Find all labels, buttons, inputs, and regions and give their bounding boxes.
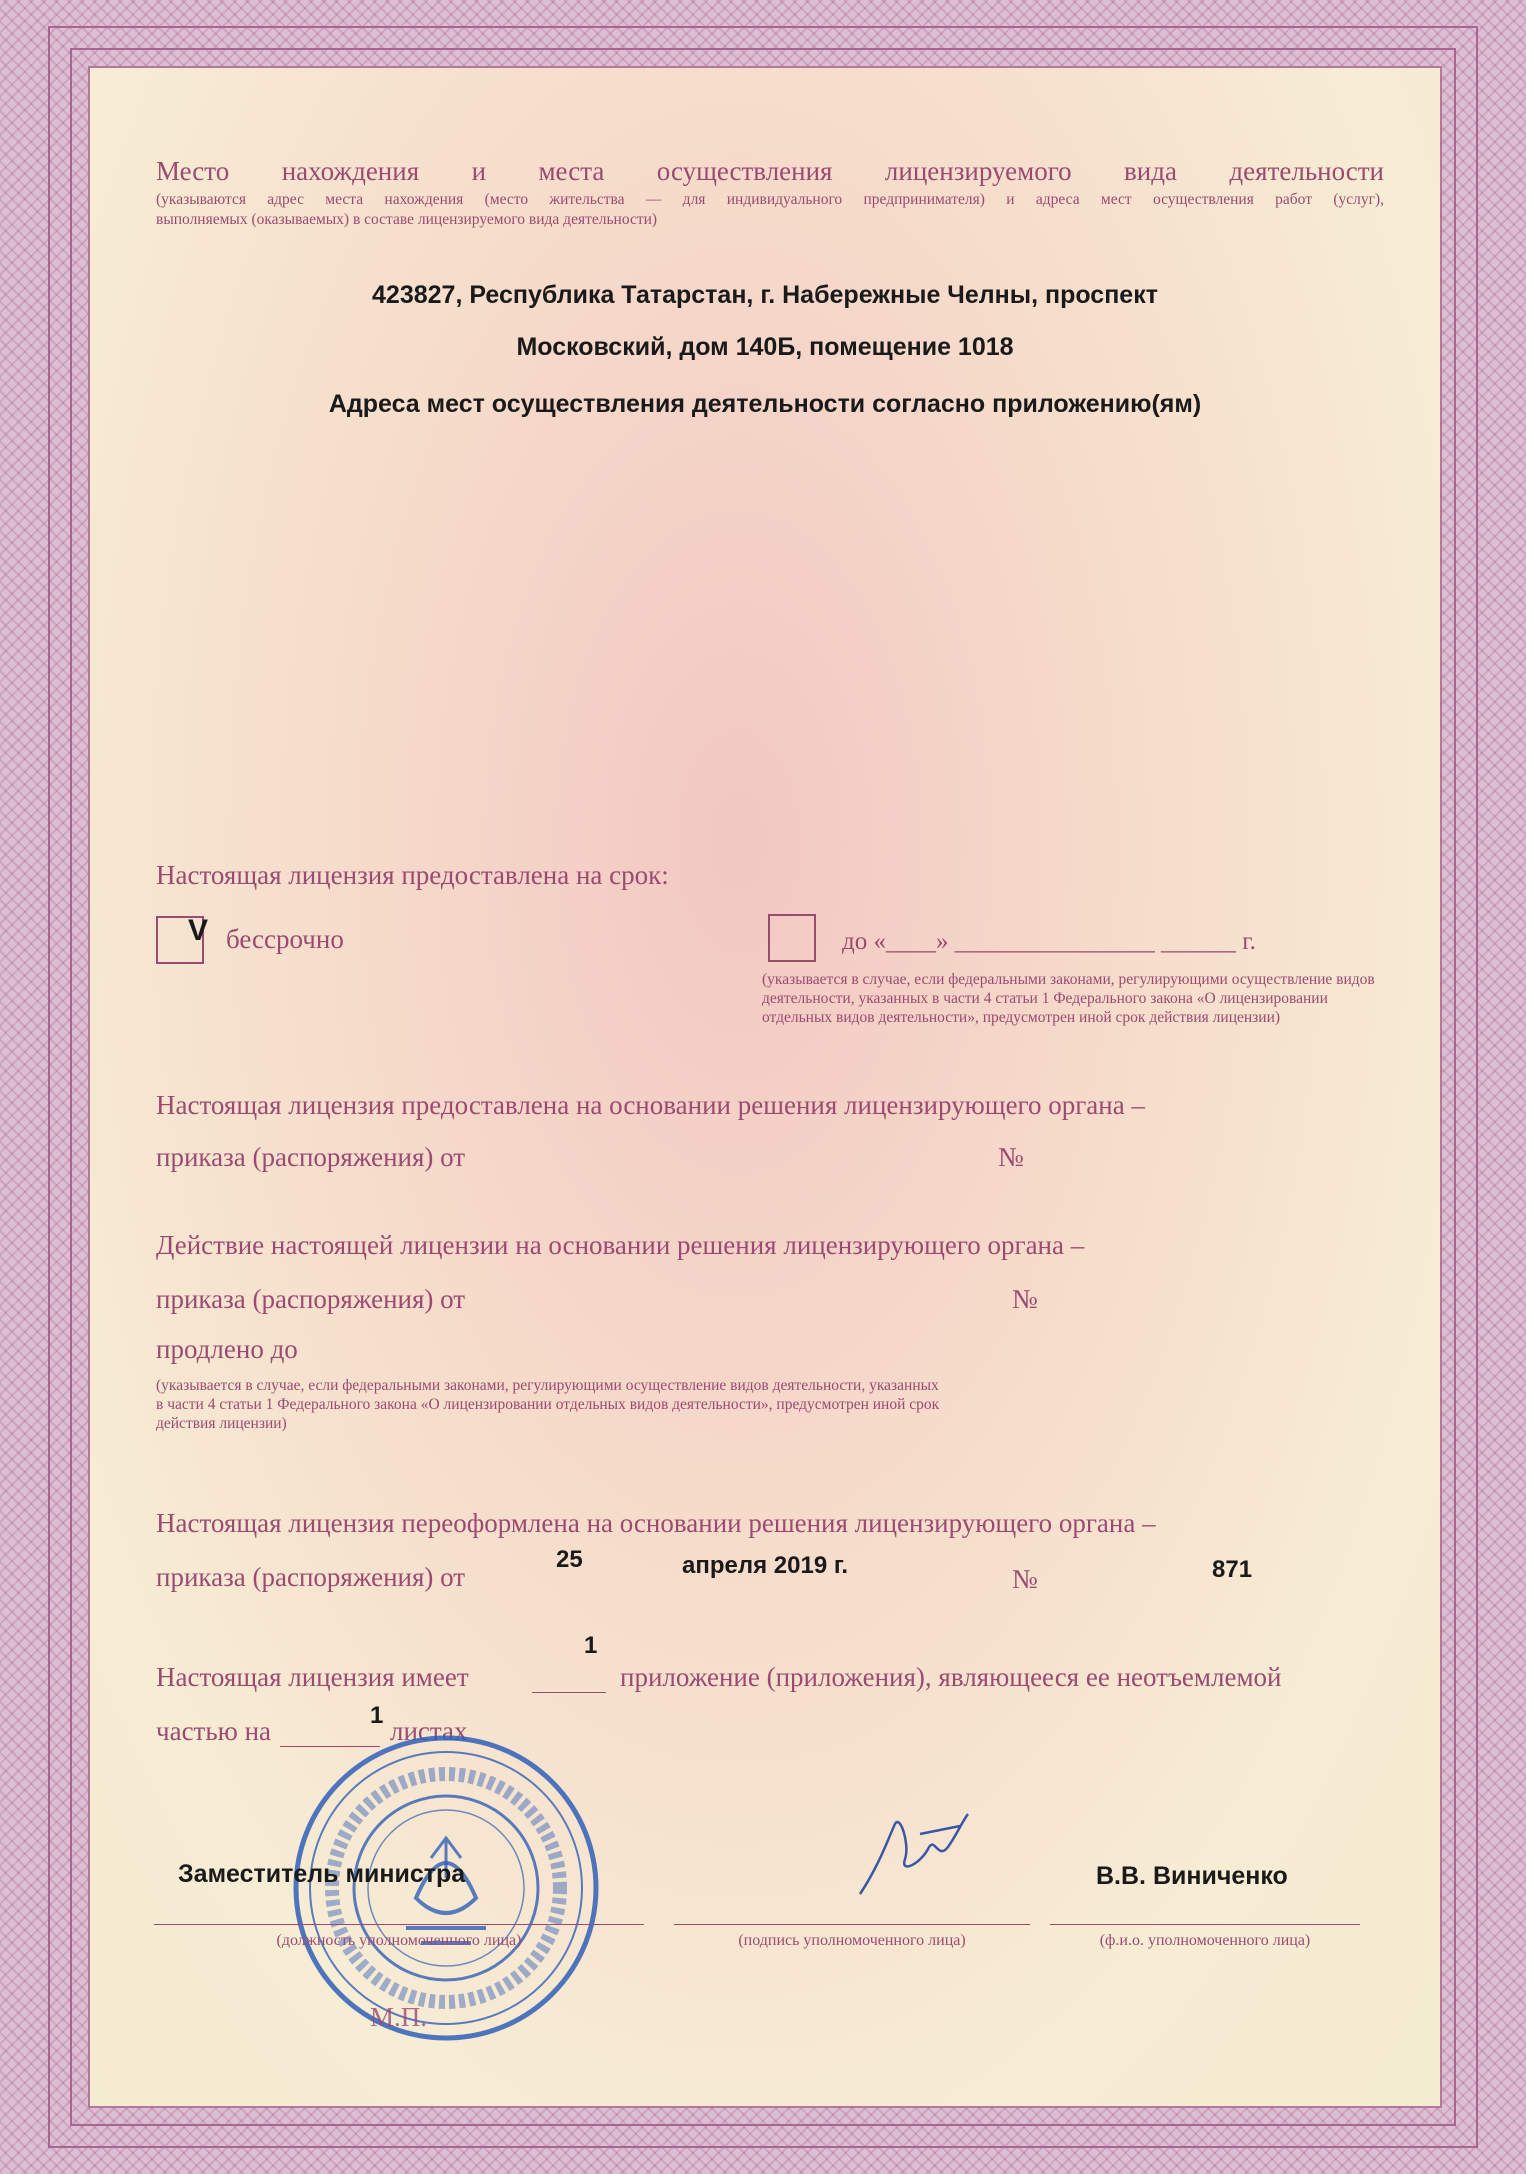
signer-position: Заместитель министра — [178, 1860, 466, 1888]
annex-text-c: частью на — [156, 1716, 272, 1746]
signature-caption: (подпись уполномоченного лица) — [738, 1932, 966, 1949]
annex-text-d: листах — [390, 1716, 468, 1746]
location-note-2: выполняемых (оказываемых) в составе лицензируемого вида деятельности) — [156, 211, 658, 228]
grant-line-2: приказа (распоряжения) от — [156, 1142, 466, 1172]
annex-count-line — [532, 1692, 606, 1693]
annex-text-a: Настоящая лицензия имеет — [156, 1662, 469, 1692]
reissue-number: 871 — [1212, 1556, 1253, 1583]
extended-until: продлено до — [156, 1334, 298, 1364]
reissue-number-sign: № — [1012, 1564, 1038, 1594]
location-note-1: (указываются адрес места нахождения (место жительства — для индивидуального предпринимателя) и адреса мест осуществления работ (услуг), — [156, 191, 1384, 208]
signature-mark — [850, 1804, 980, 1904]
extension-line-1: Действие настоящей лицензии на основании решения лицензирующего органа – — [156, 1230, 1085, 1260]
grant-number-sign: № — [998, 1142, 1024, 1172]
until-date-text: до «____» ________________ ______ г. — [842, 928, 1256, 955]
extension-line-2: приказа (распоряжения) от — [156, 1284, 466, 1314]
name-caption: (ф.и.о. уполномоченного лица) — [1099, 1932, 1311, 1949]
address-line-1: 423827, Республика Татарстан, г. Набережные Челны, проспект — [372, 281, 1158, 309]
signer-name: В.В. Виниченко — [1096, 1862, 1288, 1890]
check-mark: V — [188, 914, 209, 947]
location-title: Место нахождения и места осуществления лицензируемого вида деятельности — [156, 156, 1384, 186]
term-label: Настоящая лицензия предоставлена на срок: — [156, 860, 669, 890]
signature-line — [674, 1924, 1030, 1925]
extension-number-sign: № — [1012, 1284, 1038, 1314]
until-checkbox — [768, 914, 816, 962]
annex-sheets: 1 — [370, 1702, 384, 1729]
address-line-3: Адреса мест осуществления деятельности согласно приложению(ям) — [328, 390, 1202, 418]
address-line-2: Московский, дом 140Б, помещение 1018 — [516, 333, 1014, 361]
license-sheet — [88, 66, 1442, 2108]
reissue-day: 25 — [556, 1546, 583, 1573]
name-line — [1050, 1924, 1360, 1925]
reissue-line-2: приказа (распоряжения) от — [156, 1562, 466, 1592]
reissue-month-year: апреля 2019 г. — [682, 1552, 849, 1579]
indefinite-label: бессрочно — [226, 924, 344, 954]
stamp-place: М.П. — [370, 2002, 428, 2032]
position-caption: (должность уполномоченного лица) — [276, 1932, 522, 1949]
reissue-line-1: Настоящая лицензия переоформлена на основании решения лицензирующего органа – — [156, 1508, 1156, 1538]
annex-text-b: приложение (приложения), являющееся ее неотъемлемой — [620, 1662, 1282, 1692]
extension-note: (указывается в случае, если федеральными законами, регулирующими осуществление видов деятельности, указанных в части 4 статьи 1 Федерального закона «О лицензировании отдельных видов деятельности», предусмотрен иной срок действия лицензии) — [156, 1377, 940, 1432]
grant-line-1: Настоящая лицензия предоставлена на основании решения лицензирующего органа – — [156, 1090, 1145, 1120]
annex-count: 1 — [584, 1632, 598, 1659]
position-line — [154, 1924, 644, 1925]
until-note: (указывается в случае, если федеральными законами, регулирующими осуществление видов деятельности, указанных в части 4 статьи 1 Федерального закона «О лицензировании отдельных видов деятельности», предусмотрен иной срок действия лицензии) — [762, 971, 1375, 1026]
